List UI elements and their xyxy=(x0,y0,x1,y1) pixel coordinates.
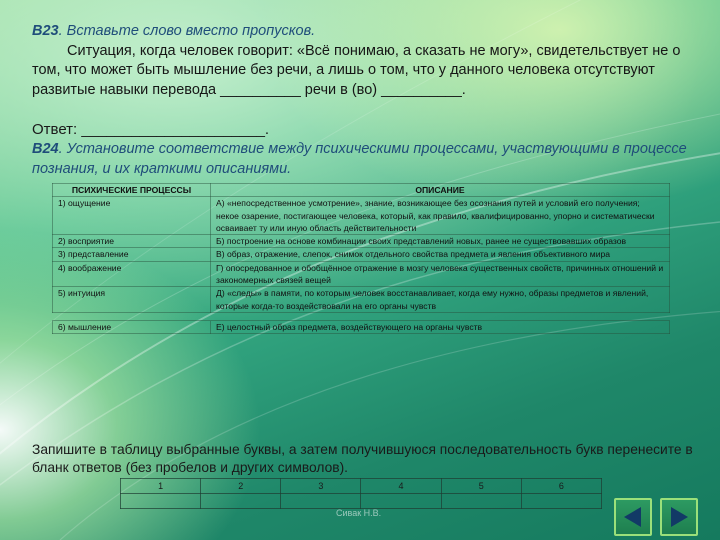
arrow-left-icon xyxy=(621,505,645,529)
answer-cell[interactable] xyxy=(281,494,361,509)
table-row xyxy=(53,261,670,287)
answer-cell[interactable] xyxy=(521,494,601,509)
b24-label: В24 xyxy=(32,141,59,157)
b23-instruction: . Вставьте слово вместо пропусков. xyxy=(58,23,316,39)
b24-block xyxy=(32,140,692,179)
process-cell: 2) восприятие xyxy=(53,235,211,248)
b23-block xyxy=(32,22,692,100)
answer-column-label: 6 xyxy=(521,479,601,494)
answer-column-label: 4 xyxy=(361,479,441,494)
answer-line: Ответ: ______________________. xyxy=(32,121,270,138)
answer-column-label: 3 xyxy=(281,479,361,494)
answer-column-label: 1 xyxy=(121,479,201,494)
header-processes: ПСИХИЧЕСКИЕ ПРОЦЕССЫ xyxy=(53,184,211,197)
instruction-bottom: Запишите в таблицу выбранные буквы, а затем получившуюся последовательность букв перенесите в бланк ответов (без пробелов и других символов). xyxy=(32,442,693,475)
arrow-right-icon xyxy=(667,505,691,529)
previous-slide-button[interactable] xyxy=(614,498,652,536)
footer-author: Сивак Н.В. xyxy=(336,508,382,518)
matching-table xyxy=(52,183,670,334)
process-cell: 1) ощущение xyxy=(53,197,211,235)
b23-label: В23 xyxy=(32,23,59,39)
answer-grid xyxy=(120,478,602,509)
description-cell: Д) «следы» в памяти, по которым человек восстанавливает, когда ему нужно, образы предметов и явлений, которые когда-то воздействовали на его органы чувств xyxy=(211,287,670,313)
table-row xyxy=(53,287,670,313)
description-cell: Б) построение на основе комбинации своих представлений новых, ранее не существовавших образов xyxy=(211,235,670,248)
answer-column-label: 5 xyxy=(441,479,521,494)
header-description: ОПИСАНИЕ xyxy=(211,184,670,197)
answer-cell[interactable] xyxy=(201,494,281,509)
description-cell: Г) опосредованное и обобщённое отражение в мозгу человека существенных свойств, причинных отношений и закономерных связей вещей xyxy=(211,261,670,287)
answer-cell[interactable] xyxy=(441,494,521,509)
process-cell: 6) мышление xyxy=(53,320,211,333)
process-cell: 3) представление xyxy=(53,248,211,261)
table-row xyxy=(53,248,670,261)
b24-instruction: . Установите соответствие между психическими процессами, участвующими в процессе познания, и их краткими описаниями. xyxy=(32,141,687,177)
b23-text: Ситуация, когда человек говорит: «Всё понимаю, а сказать не могу», свидетельствует не о том, что может быть мышление без речи, а лишь о том, что у данного человека отсутствуют развитые навыки перевода __________ речи в (во) __________. xyxy=(32,42,681,98)
description-cell: В) образ, отражение, слепок, снимок отдельного свойства предмета и явления объективного мира xyxy=(211,248,670,261)
answer-cell[interactable] xyxy=(361,494,441,509)
description-cell: А) «непосредственное усмотрение», знание, возникающее без осознания путей и условий его получения; некое озарение, постигающее человека, который, как правило, квалифицированно, упорно и систематически осваивает ту или иную область действительности xyxy=(211,197,670,235)
table-row xyxy=(53,197,670,235)
table-spacer xyxy=(53,312,670,320)
process-cell: 5) интуиция xyxy=(53,287,211,313)
answer-column-label: 2 xyxy=(201,479,281,494)
table-row xyxy=(53,235,670,248)
table-row xyxy=(53,320,670,333)
process-cell: 4) воображение xyxy=(53,261,211,287)
description-cell: Е) целостный образ предмета, воздействующего на органы чувств xyxy=(211,320,670,333)
next-slide-button[interactable] xyxy=(660,498,698,536)
answer-cell[interactable] xyxy=(121,494,201,509)
b24-title xyxy=(32,140,692,179)
